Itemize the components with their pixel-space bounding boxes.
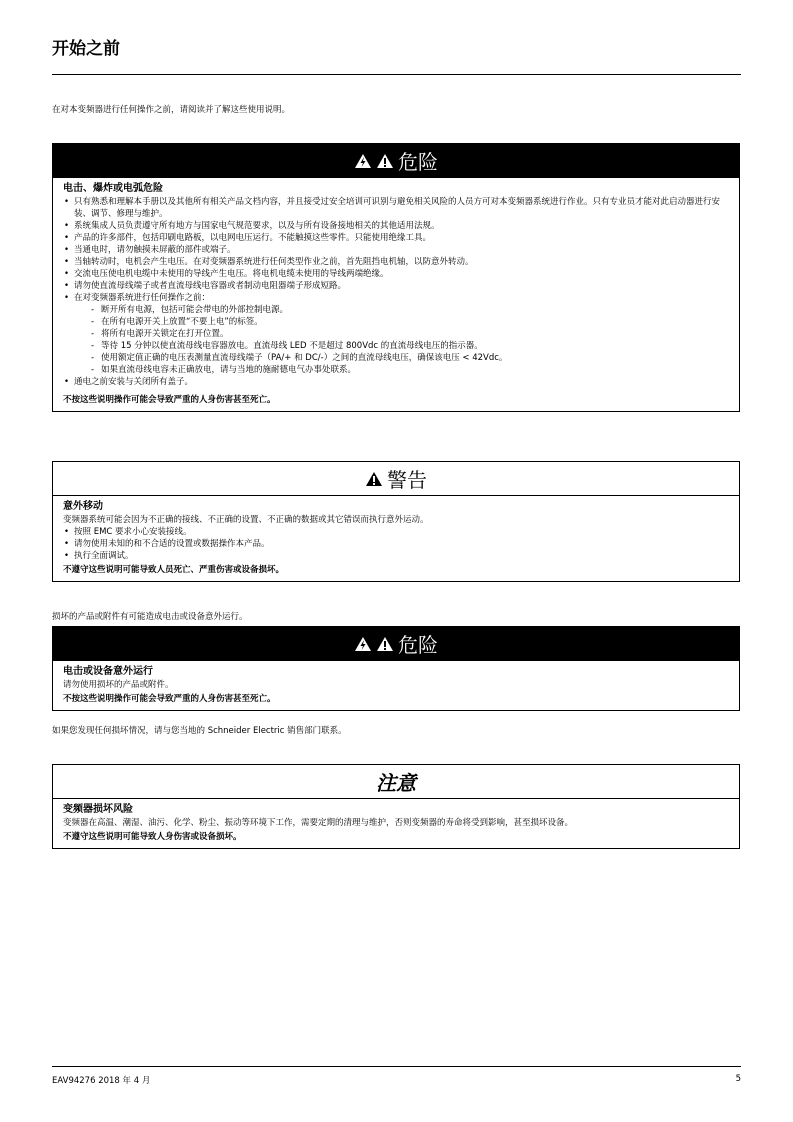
sub-list-item: - 断开所有电源，包括可能会带电的外部控制电源。: [63, 304, 729, 316]
list-item: • 交流电压使电机电缆中未使用的导线产生电压。将电机电缆未使用的导线两端绝缘。: [63, 268, 729, 280]
electric-hazard-icon: [354, 636, 372, 652]
list-item: • 当轴转动时，电机会产生电压。在对变频器系统进行任何类型作业之前，首先阻挡电机轴，以防意外转动。: [63, 256, 729, 268]
danger-text: 请勿使用损坏的产品或附件。: [63, 680, 174, 690]
sub-list-item: - 如果直流母线电容未正确放电，请与当地的施耐德电气办事处联系。: [63, 364, 729, 376]
sub-list-item: - 等待 15 分钟以使直流母线电容器放电。直流母线 LED 不是超过 800Vdc 的直流母线电压的指示器。: [63, 340, 729, 352]
list-item: • 执行全面调试。: [63, 550, 729, 562]
warning-subtitle: 意外移动: [63, 501, 103, 512]
warning-text: 变频器系统可能会因为不正确的接线、不正确的设置、不正确的数据或其它错误而执行意外运动。: [63, 515, 429, 525]
warning-final-statement: 不遵守这些说明可能导致人员死亡、严重伤害或设备损坏。: [63, 565, 285, 575]
list-item: • 只有熟悉和理解本手册以及其他所有相关产品文档内容，并且接受过安全培训可识别与避免相关风险的人员方可对本变频器系统进行作业。只有专业员才能对此启动器进行安装、调节、修理与维护。: [63, 196, 729, 220]
title-divider: [52, 74, 741, 75]
danger-subtitle: 电击或设备意外运行: [63, 666, 153, 677]
contact-note: 如果您发现任何损坏情况，请与您当地的 Schneider Electric 销售部门联系。: [52, 726, 347, 736]
warning-box-unexpected-movement: [52, 461, 740, 582]
danger-subtitle: 电击、爆炸或电弧危险: [63, 183, 163, 194]
page-number: 5: [735, 1074, 741, 1084]
notice-header-label: 注意: [376, 771, 416, 795]
list-item: • 当通电时，请勿触摸未屏蔽的部件或端子。: [63, 244, 729, 256]
list-item: • 请勿使用未知的和不合适的设置或数据操作本产品。: [63, 538, 729, 550]
electric-hazard-icon: [354, 153, 372, 169]
sub-list-item: - 使用额定值正确的电压表测量直流母线端子（PA/+ 和 DC/-）之间的直流母线电压，确保该电压 < 42Vdc。: [63, 352, 729, 364]
list-item: • 按照 EMC 要求小心安装接线。: [63, 526, 729, 538]
notice-box-drive-damage: [52, 764, 740, 849]
damaged-product-note: 损坏的产品或附件有可能造成电击或设备意外运行。: [52, 612, 248, 622]
list-item: • 产品的许多部件，包括印刷电路板，以电网电压运行。不能触摸这些零件。只能使用绝缘工具。: [63, 232, 729, 244]
sub-list-item: - 将所有电源开关锁定在打开位置。: [63, 328, 729, 340]
danger-header-label: 危险: [398, 633, 438, 657]
footer-divider: [52, 1066, 741, 1067]
danger-box-damaged-product: [52, 626, 740, 711]
notice-final-statement: 不遵守这些说明可能导致人身伤害或设备损坏。: [63, 832, 242, 842]
sub-list-item: - 在所有电源开关上放置“不要上电”的标签。: [63, 316, 729, 328]
danger-header: [53, 144, 739, 178]
notice-text: 变频器在高温、潮湿、油污、化学、粉尘、振动等环境下工作，需要定期的清理与维护，否则变频器的寿命将受到影响，甚至损坏设备。: [63, 818, 574, 828]
list-item: • 通电之前安装与关闭所有盖子。: [63, 376, 729, 388]
danger-header: [53, 627, 739, 661]
warning-triangle-icon: [365, 471, 383, 487]
notice-header: [53, 765, 739, 799]
intro-text: 在对本变频器进行任何操作之前，请阅读并了解这些使用说明。: [52, 105, 291, 115]
notice-subtitle: 变频器损坏风险: [63, 804, 133, 815]
list-item: • 在对变频器系统进行任何操作之前：: [63, 292, 729, 304]
warning-header-label: 警告: [387, 468, 427, 492]
danger-header-label: 危险: [398, 150, 438, 174]
warning-triangle-icon: [376, 153, 394, 169]
danger-final-statement: 不按这些说明操作可能会导致严重的人身伤害甚至死亡。: [63, 395, 276, 405]
warning-header: [53, 462, 739, 496]
danger-final-statement: 不按这些说明操作可能会导致严重的人身伤害甚至死亡。: [63, 694, 276, 704]
list-item: • 系统集成人员负责遵守所有地方与国家电气规范要求，以及与所有设备接地相关的其他适用法规。: [63, 220, 729, 232]
page-title: 开始之前: [52, 39, 120, 59]
footer-doc-id: EAV94276 2018 年 4 月: [52, 1076, 151, 1086]
danger-box-electric-shock: [52, 143, 740, 412]
warning-triangle-icon: [376, 636, 394, 652]
list-item: • 请勿使直流母线端子或者直流母线电容器或者制动电阻器端子形成短路。: [63, 280, 729, 292]
